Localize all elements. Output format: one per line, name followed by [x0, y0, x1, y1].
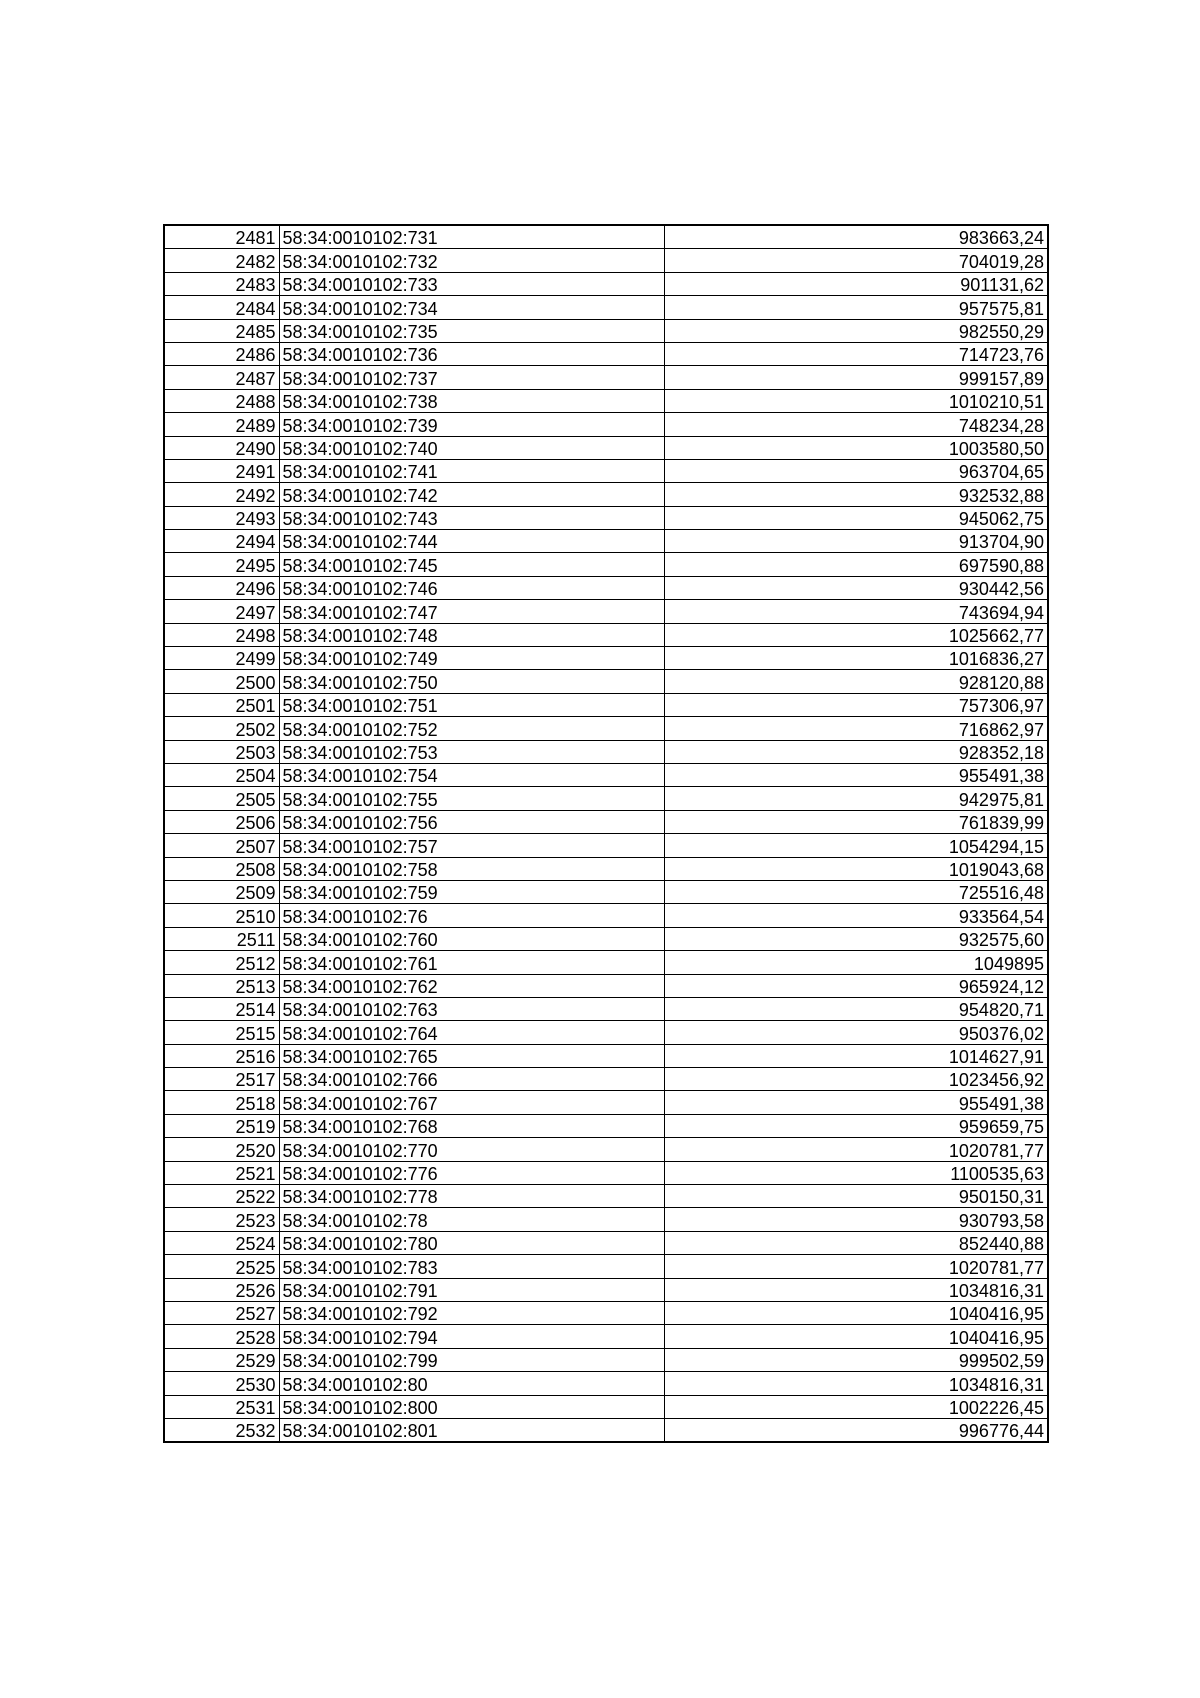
cadastral-number-cell: 58:34:0010102:763: [279, 997, 664, 1020]
value-cell: 743694,94: [664, 600, 1048, 623]
table-row: [164, 1395, 1048, 1418]
value-cell: 933564,54: [664, 904, 1048, 927]
cadastral-number-cell: 58:34:0010102:794: [279, 1325, 664, 1348]
table-row: [164, 296, 1048, 319]
value-cell: 725516,48: [664, 880, 1048, 903]
table-row: [164, 670, 1048, 693]
table-row: [164, 319, 1048, 342]
cadastral-number-cell: 58:34:0010102:800: [279, 1395, 664, 1418]
cadastral-number-cell: 58:34:0010102:799: [279, 1348, 664, 1371]
value-cell: 901131,62: [664, 272, 1048, 295]
cadastral-number-cell: 58:34:0010102:76: [279, 904, 664, 927]
value-cell: 913704,90: [664, 530, 1048, 553]
table-row: [164, 927, 1048, 950]
value-cell: 1019043,68: [664, 857, 1048, 880]
cadastral-number-cell: 58:34:0010102:732: [279, 249, 664, 272]
row-number-cell: 2490: [164, 436, 279, 459]
table-row: [164, 413, 1048, 436]
cadastral-number-cell: 58:34:0010102:80: [279, 1372, 664, 1395]
value-cell: 955491,38: [664, 763, 1048, 786]
row-number-cell: 2499: [164, 647, 279, 670]
cadastral-number-cell: 58:34:0010102:753: [279, 740, 664, 763]
row-number-cell: 2516: [164, 1044, 279, 1067]
table-row: [164, 1278, 1048, 1301]
table-row: [164, 1325, 1048, 1348]
cadastral-number-cell: 58:34:0010102:737: [279, 366, 664, 389]
cadastral-number-cell: 58:34:0010102:739: [279, 413, 664, 436]
table-row: [164, 1255, 1048, 1278]
value-cell: 757306,97: [664, 693, 1048, 716]
row-number-cell: 2530: [164, 1372, 279, 1395]
row-number-cell: 2504: [164, 763, 279, 786]
row-number-cell: 2532: [164, 1418, 279, 1442]
table-row: [164, 880, 1048, 903]
cadastral-number-cell: 58:34:0010102:783: [279, 1255, 664, 1278]
cadastral-number-cell: 58:34:0010102:743: [279, 506, 664, 529]
cadastral-number-cell: 58:34:0010102:758: [279, 857, 664, 880]
table-row: [164, 623, 1048, 646]
cadastral-number-cell: 58:34:0010102:748: [279, 623, 664, 646]
cadastral-number-cell: 58:34:0010102:733: [279, 272, 664, 295]
row-number-cell: 2509: [164, 880, 279, 903]
value-cell: 1016836,27: [664, 647, 1048, 670]
value-cell: 1100535,63: [664, 1161, 1048, 1184]
value-cell: 1034816,31: [664, 1278, 1048, 1301]
row-number-cell: 2502: [164, 717, 279, 740]
row-number-cell: 2520: [164, 1138, 279, 1161]
row-number-cell: 2486: [164, 342, 279, 365]
value-cell: 1020781,77: [664, 1255, 1048, 1278]
value-cell: 930442,56: [664, 576, 1048, 599]
row-number-cell: 2482: [164, 249, 279, 272]
row-number-cell: 2531: [164, 1395, 279, 1418]
row-number-cell: 2507: [164, 834, 279, 857]
table-body: [164, 225, 1048, 1442]
table-row: [164, 904, 1048, 927]
cadastral-number-cell: 58:34:0010102:740: [279, 436, 664, 459]
row-number-cell: 2528: [164, 1325, 279, 1348]
table-row: [164, 249, 1048, 272]
value-cell: 950376,02: [664, 1021, 1048, 1044]
table-row: [164, 1161, 1048, 1184]
table-row: [164, 272, 1048, 295]
table-row: [164, 1044, 1048, 1067]
cadastral-number-cell: 58:34:0010102:752: [279, 717, 664, 740]
row-number-cell: 2519: [164, 1114, 279, 1137]
value-cell: 945062,75: [664, 506, 1048, 529]
table-row: [164, 1138, 1048, 1161]
cadastral-number-cell: 58:34:0010102:764: [279, 1021, 664, 1044]
cadastral-number-cell: 58:34:0010102:801: [279, 1418, 664, 1442]
table-row: [164, 436, 1048, 459]
value-cell: 1002226,45: [664, 1395, 1048, 1418]
cadastral-number-cell: 58:34:0010102:745: [279, 553, 664, 576]
value-cell: 1040416,95: [664, 1325, 1048, 1348]
cadastral-number-cell: 58:34:0010102:735: [279, 319, 664, 342]
row-number-cell: 2505: [164, 787, 279, 810]
cadastral-number-cell: 58:34:0010102:78: [279, 1208, 664, 1231]
row-number-cell: 2487: [164, 366, 279, 389]
table-row: [164, 576, 1048, 599]
table-row: [164, 810, 1048, 833]
table-row: [164, 1372, 1048, 1395]
row-number-cell: 2510: [164, 904, 279, 927]
cadastral-number-cell: 58:34:0010102:757: [279, 834, 664, 857]
value-cell: 982550,29: [664, 319, 1048, 342]
table-row: [164, 951, 1048, 974]
row-number-cell: 2492: [164, 483, 279, 506]
value-cell: 942975,81: [664, 787, 1048, 810]
row-number-cell: 2525: [164, 1255, 279, 1278]
row-number-cell: 2526: [164, 1278, 279, 1301]
cadastral-number-cell: 58:34:0010102:741: [279, 459, 664, 482]
row-number-cell: 2494: [164, 530, 279, 553]
cadastral-number-cell: 58:34:0010102:760: [279, 927, 664, 950]
value-cell: 930793,58: [664, 1208, 1048, 1231]
cadastral-number-cell: 58:34:0010102:750: [279, 670, 664, 693]
row-number-cell: 2488: [164, 389, 279, 412]
cadastral-number-cell: 58:34:0010102:736: [279, 342, 664, 365]
value-cell: 714723,76: [664, 342, 1048, 365]
table-row: [164, 483, 1048, 506]
cadastral-number-cell: 58:34:0010102:776: [279, 1161, 664, 1184]
table-row: [164, 530, 1048, 553]
value-cell: 996776,44: [664, 1418, 1048, 1442]
row-number-cell: 2508: [164, 857, 279, 880]
value-cell: 928120,88: [664, 670, 1048, 693]
row-number-cell: 2522: [164, 1185, 279, 1208]
value-cell: 704019,28: [664, 249, 1048, 272]
row-number-cell: 2512: [164, 951, 279, 974]
table-row: [164, 763, 1048, 786]
cadastral-number-cell: 58:34:0010102:766: [279, 1068, 664, 1091]
row-number-cell: 2514: [164, 997, 279, 1020]
value-cell: 963704,65: [664, 459, 1048, 482]
value-cell: 1040416,95: [664, 1301, 1048, 1324]
table-row: [164, 1418, 1048, 1442]
value-cell: 1025662,77: [664, 623, 1048, 646]
row-number-cell: 2484: [164, 296, 279, 319]
table-row: [164, 225, 1048, 249]
row-number-cell: 2529: [164, 1348, 279, 1371]
row-number-cell: 2506: [164, 810, 279, 833]
value-cell: 932532,88: [664, 483, 1048, 506]
value-cell: 1023456,92: [664, 1068, 1048, 1091]
cadastral-number-cell: 58:34:0010102:755: [279, 787, 664, 810]
cadastral-number-cell: 58:34:0010102:738: [279, 389, 664, 412]
value-cell: 1010210,51: [664, 389, 1048, 412]
value-cell: 1003580,50: [664, 436, 1048, 459]
table-row: [164, 1068, 1048, 1091]
table-row: [164, 366, 1048, 389]
row-number-cell: 2517: [164, 1068, 279, 1091]
cadastral-number-cell: 58:34:0010102:754: [279, 763, 664, 786]
row-number-cell: 2491: [164, 459, 279, 482]
value-cell: 999157,89: [664, 366, 1048, 389]
row-number-cell: 2493: [164, 506, 279, 529]
cadastral-number-cell: 58:34:0010102:744: [279, 530, 664, 553]
value-cell: 954820,71: [664, 997, 1048, 1020]
value-cell: 1049895: [664, 951, 1048, 974]
row-number-cell: 2523: [164, 1208, 279, 1231]
cadastral-number-cell: 58:34:0010102:765: [279, 1044, 664, 1067]
cadastral-number-cell: 58:34:0010102:747: [279, 600, 664, 623]
row-number-cell: 2495: [164, 553, 279, 576]
cadastral-number-cell: 58:34:0010102:791: [279, 1278, 664, 1301]
table-row: [164, 342, 1048, 365]
table-row: [164, 1185, 1048, 1208]
value-cell: 1020781,77: [664, 1138, 1048, 1161]
value-cell: 748234,28: [664, 413, 1048, 436]
row-number-cell: 2483: [164, 272, 279, 295]
cadastral-number-cell: 58:34:0010102:768: [279, 1114, 664, 1137]
value-cell: 1014627,91: [664, 1044, 1048, 1067]
cadastral-number-cell: 58:34:0010102:734: [279, 296, 664, 319]
row-number-cell: 2515: [164, 1021, 279, 1044]
cadastral-number-cell: 58:34:0010102:762: [279, 974, 664, 997]
row-number-cell: 2498: [164, 623, 279, 646]
row-number-cell: 2496: [164, 576, 279, 599]
value-cell: 999502,59: [664, 1348, 1048, 1371]
cadastral-number-cell: 58:34:0010102:756: [279, 810, 664, 833]
row-number-cell: 2521: [164, 1161, 279, 1184]
value-cell: 1054294,15: [664, 834, 1048, 857]
cadastral-number-cell: 58:34:0010102:759: [279, 880, 664, 903]
cadastral-number-cell: 58:34:0010102:742: [279, 483, 664, 506]
value-cell: 957575,81: [664, 296, 1048, 319]
value-cell: 716862,97: [664, 717, 1048, 740]
cadastral-number-cell: 58:34:0010102:770: [279, 1138, 664, 1161]
cadastral-number-cell: 58:34:0010102:780: [279, 1231, 664, 1254]
table-row: [164, 1021, 1048, 1044]
table-row: [164, 834, 1048, 857]
value-cell: 1034816,31: [664, 1372, 1048, 1395]
table-row: [164, 1231, 1048, 1254]
value-cell: 852440,88: [664, 1231, 1048, 1254]
row-number-cell: 2501: [164, 693, 279, 716]
row-number-cell: 2497: [164, 600, 279, 623]
row-number-cell: 2481: [164, 225, 279, 249]
value-cell: 959659,75: [664, 1114, 1048, 1137]
table-row: [164, 740, 1048, 763]
row-number-cell: 2518: [164, 1091, 279, 1114]
table-row: [164, 647, 1048, 670]
row-number-cell: 2513: [164, 974, 279, 997]
value-cell: 928352,18: [664, 740, 1048, 763]
cadastral-number-cell: 58:34:0010102:751: [279, 693, 664, 716]
row-number-cell: 2527: [164, 1301, 279, 1324]
row-number-cell: 2524: [164, 1231, 279, 1254]
table-row: [164, 997, 1048, 1020]
table-row: [164, 1208, 1048, 1231]
row-number-cell: 2500: [164, 670, 279, 693]
cadastral-number-cell: 58:34:0010102:761: [279, 951, 664, 974]
table-row: [164, 974, 1048, 997]
value-cell: 697590,88: [664, 553, 1048, 576]
table-row: [164, 600, 1048, 623]
cadastral-value-table: [163, 224, 1049, 1443]
table-row: [164, 717, 1048, 740]
table-row: [164, 1301, 1048, 1324]
cadastral-number-cell: 58:34:0010102:778: [279, 1185, 664, 1208]
cadastral-number-cell: 58:34:0010102:792: [279, 1301, 664, 1324]
value-cell: 761839,99: [664, 810, 1048, 833]
cadastral-number-cell: 58:34:0010102:749: [279, 647, 664, 670]
cadastral-number-cell: 58:34:0010102:746: [279, 576, 664, 599]
cadastral-number-cell: 58:34:0010102:767: [279, 1091, 664, 1114]
value-cell: 965924,12: [664, 974, 1048, 997]
value-cell: 950150,31: [664, 1185, 1048, 1208]
table-row: [164, 389, 1048, 412]
row-number-cell: 2485: [164, 319, 279, 342]
row-number-cell: 2511: [164, 927, 279, 950]
row-number-cell: 2503: [164, 740, 279, 763]
cadastral-number-cell: 58:34:0010102:731: [279, 225, 664, 249]
table-row: [164, 553, 1048, 576]
value-cell: 932575,60: [664, 927, 1048, 950]
table-row: [164, 1114, 1048, 1137]
table-row: [164, 693, 1048, 716]
table-row: [164, 459, 1048, 482]
table-row: [164, 506, 1048, 529]
value-cell: 983663,24: [664, 225, 1048, 249]
table-row: [164, 857, 1048, 880]
table-row: [164, 1091, 1048, 1114]
value-cell: 955491,38: [664, 1091, 1048, 1114]
table-row: [164, 787, 1048, 810]
table-row: [164, 1348, 1048, 1371]
row-number-cell: 2489: [164, 413, 279, 436]
